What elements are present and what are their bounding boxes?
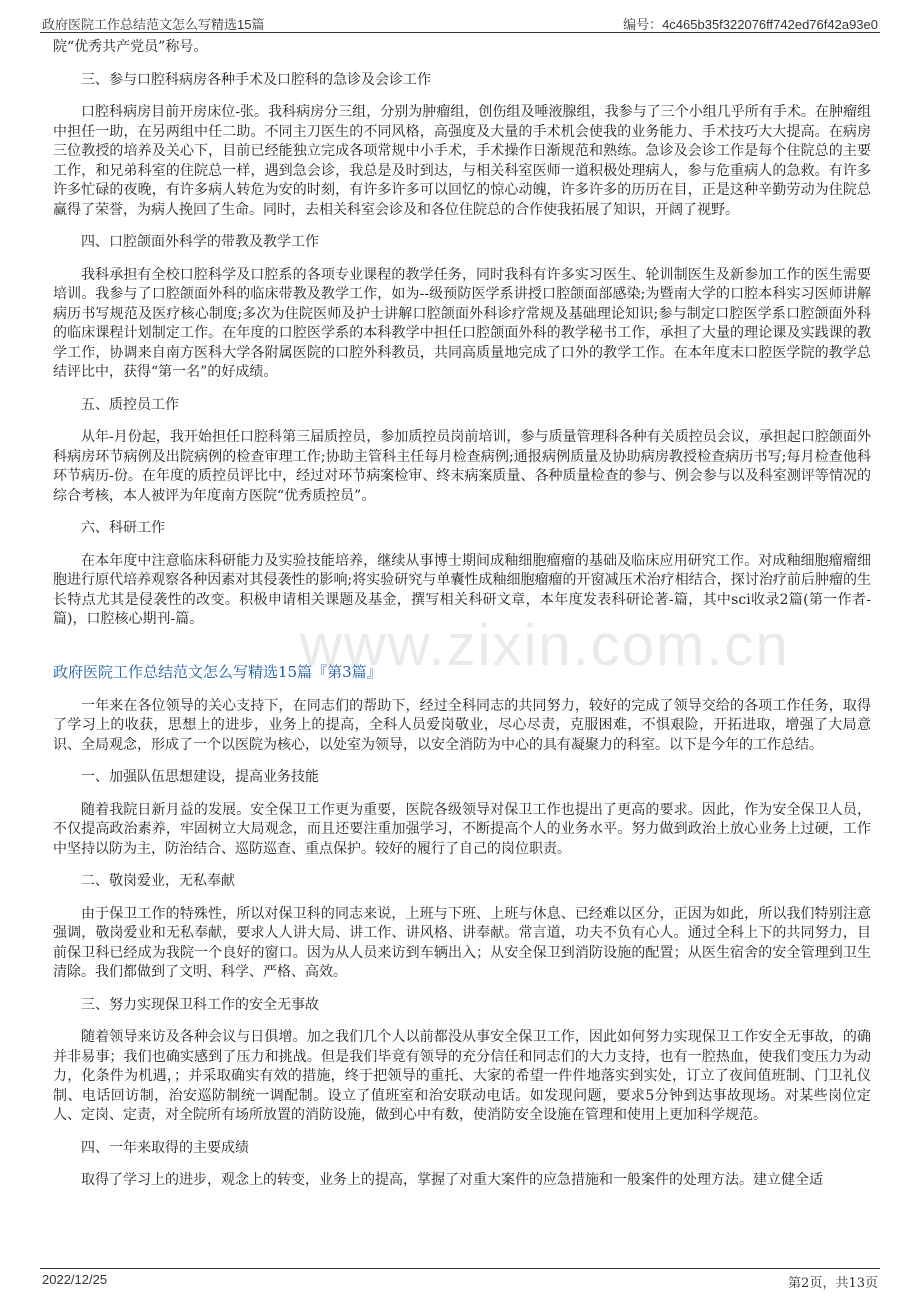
paragraph: 随着领导来访及各种会议与日俱增。加之我们几个人以前都没从事安全保卫工作，因此如何努力实现保卫工作安全无事故，的确并非易事；我们也确实感到了压力和挑战。但是我们毕竟有领导的充分信任和同志们的大力支持，也有一腔热血，使我们变压力为动力，化条件为机遇，；并采取确实有效的措施，终于把领导的重托、大家的希望一件件地落实到实处，订立了夜间值班制、门卫礼仪制、电话回访制，治安巡防制统一调配制。设立了值班室和治安联动电话。如发现问题，要求5分钟到达事故现场。对某些岗位定人、定岗、定责，对全院所有场所放置的消防设施，做到心中有数，使消防安全设施在管理和使用上更加科学规范。 — [53, 1029, 871, 1123]
paragraph: 由于保卫工作的特殊性，所以对保卫科的同志来说，上班与下班、上班与休息、已经难以区分，正因为如此，所以我们特别注意强调，敬岗爱业和无私奉献，要求人人讲大局、讲工作、讲风格、讲奉献。常言道，功夫不负有心人。通过全科上下的共同努力，目前保卫科已经成为我院一个良好的窗口。因为从人员来访到车辆出入；从安全保卫到消防设施的配置；从医生宿舍的安全管理到卫生清除。我们都做到了文明、科学、严格、高效。 — [53, 905, 871, 980]
paragraph: 在本年度中注意临床科研能力及实验技能培养，继续从事博士期间成釉细胞瘤瘤的基础及临床应用研究工作。对成釉细胞瘤瘤细胞进行原代培养观察各种因素对其侵袭性的影响;将实验研究与单囊性成釉细胞瘤瘤的开窗减压术治疗相结合，探讨治疗前后肿瘤的生长特点尤其是侵袭性的改变。积极申请相关课题及基金，撰写相关科研文章，本年度发表科研论著-篇，其中sci收录2篇(第一作者-篇)，口腔核心期刊-篇。 — [53, 552, 871, 627]
section-heading: 五、质控员工作 — [81, 396, 179, 413]
section-heading: 四、口腔颌面外科学的带教及教学工作 — [81, 234, 319, 250]
section-heading: 六、科研工作 — [81, 520, 165, 536]
page-header — [40, 10, 880, 33]
paragraph: 院“优秀共产党员”称号。 — [53, 39, 208, 55]
paragraph: 一年来在各位领导的关心支持下，在同志们的帮助下，经过全科同志的共同努力，较好的完成了领导交给的各项工作任务，取得了学习上的收获，思想上的进步，业务上的提高，全科人员爱岗敬业，尽心尽责，克服困难，不惧艰险，开拓进取，增强了大局意识、全局观念，形成了一个以医院为核心，以处室为领导，以安全消防为中心的具有凝聚力的科室。以下是今年的工作总结。 — [53, 697, 871, 753]
page-footer — [40, 1268, 880, 1291]
paragraph: 口腔科病房目前开房床位-张。我科病房分三组，分别为肿瘤组，创伤组及唾液腺组，我参与了三个小组几乎所有手术。在肿瘤组中担任一助，在另两组中任二助。不同主刀医生的不同风格，高强度及大量的手术机会使我的业务能力、手术技巧大大提高。在病房三位教授的培养及关心下，目前已经能独立完成各项常规中小手术，手术操作日渐规范和熟练。急诊及会诊工作是每个住院总的主要工作，和兄弟科室的住院总一样，遇到急会诊，我总是及时到达，与相关科室医师一道积极处理病人，参与危重病人的急救。有许多许多忙碌的夜晚，有许多病人转危为安的时刻，有许多许多可以回忆的惊心动魄，许多许多的历历在目，正是这种辛勤劳动为住院总赢得了荣誉，为病人挽回了生命。同时，去相关科室会诊及和各位住院总的合作使我拓展了知识，开阔了视野。 — [53, 104, 871, 218]
article-title: 政府医院工作总结范文怎么写精选15篇『第3篇』 — [53, 662, 382, 681]
section-heading: 三、参与口腔科病房各种手术及口腔科的急诊及会诊工作 — [81, 71, 431, 88]
section-heading: 一、加强队伍思想建设，提高业务技能 — [81, 769, 319, 785]
section-heading: 四、一年来取得的主要成绩 — [81, 1139, 249, 1156]
paragraph: 我科承担有全校口腔科学及口腔系的各项专业课程的教学任务，同时我科有许多实习医生、轮训制医生及新参加工作的医生需要培训。我参与了口腔颌面外科的临床带教及教学工作，如为--级预防医学系讲授口腔颌面部感染;为暨南大学的口腔本科实习医师讲解病历书写规范及医疗核心制度;多次为住院医师及护士讲解口腔颌面外科诊疗常规及基础理论知识;参与制定口腔医学系口腔颌面外科的临床课程计划制定工作。在年度的口腔医学系的本科教学中担任口腔颌面外科的教学秘书工作，承担了大量的理论课及实践课的教学工作，协调来自南方医科大学各附属医院的口腔外科教员，共同高质量地完成了口外的教学工作。在本年度末口腔医学院的教学总结评比中，获得“第一名”的好成绩。 — [53, 266, 871, 380]
footer-date: 2022/12/25 — [42, 1272, 108, 1287]
section-heading: 三、努力实现保卫科工作的安全无事故 — [81, 996, 319, 1013]
header-doc-id: 编号：4c465b35f322076ff742ed76f42a93e0 — [623, 17, 878, 32]
watermark: www.zixin.com.cn — [300, 613, 790, 678]
paragraph: 取得了学习上的进步，观念上的转变，业务上的提高，掌握了对重大案件的应急措施和一般案件的处理方法。建立健全适 — [81, 1172, 823, 1188]
paragraph: 从年-月份起，我开始担任口腔科第三届质控员，参加质控员岗前培训，参与质量管理科各种有关质控员会议，承担起口腔颌面外科病房环节病例及出院病例的检查审理工作;协助主管科主任每月检查病例;通报病例质量及协助病房教授检查病历书写;每月检查他科环节病历-份。在年度的质控员评比中，经过对环节病案检审、终末病案质量、各种质量检查的参与、例会参与以及科室测评等情况的综合考核，本人被评为年度南方医院“优秀质控员”。 — [53, 429, 871, 504]
footer-page-number: 第2页，共13页 — [788, 1276, 878, 1291]
document-body — [53, 38, 871, 1191]
section-heading: 二、敬岗爱业，无私奉献 — [81, 873, 235, 889]
paragraph: 随着我院日新月益的发展。安全保卫工作更为重要，医院各级领导对保卫工作也提出了更高的要求。因此，作为安全保卫人员，不仅提高政治素养，牢固树立大局观念，而且还要注重加强学习，不断提高个人的业务水平。努力做到政治上放心业务上过硬，工作中坚持以防为主，防治结合、巡防巡查、重点保护。较好的履行了自己的岗位职责。 — [53, 801, 871, 857]
header-title: 政府医院工作总结范文怎么写精选15篇 — [42, 17, 265, 32]
